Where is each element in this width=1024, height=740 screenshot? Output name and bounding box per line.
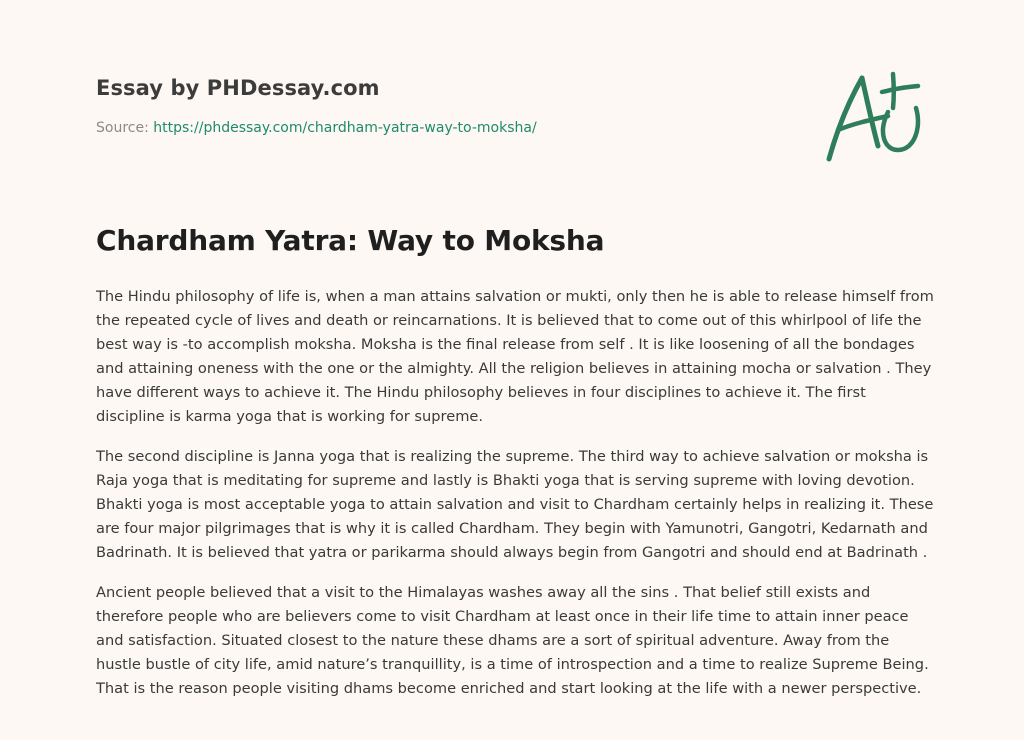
source-line <box>96 120 537 136</box>
source-link[interactable]: https://phdessay.com/chardham-yatra-way-to-moksha/ <box>153 120 537 136</box>
page-header <box>96 76 537 136</box>
article-paragraph: Ancient people believed that a visit to the Himalayas washes away all the sins . That belief still exists and therefore people who are believers come to visit Chardham at least once in their life time to attain inner peace and satisfaction. Situated closest to the nature these dhams are a sort of spiritual adventure. Away from the hustle bustle of city life, amid nature’s tranquillity, is a time of introspection and a time to realize Supreme Being. That is the reason people visiting dhams become enriched and start looking at the life with a newer perspective. <box>96 584 929 697</box>
a-plus-grade-icon <box>822 66 930 166</box>
article-paragraph: The Hindu philosophy of life is, when a man attains salvation or mukti, only then he is able to release himself from the repeated cycle of lives and death or reincarnations. It is believed that to come out of this whirlpool of life the best way is -to accomplish moksha. Moksha is the final release from self . It is like loosening of all the bondages and attaining oneness with the one or the almighty. All the religion believes in attaining mocha or salvation . They have different ways to achieve it. The Hindu philosophy believes in four disciplines to achieve it. The first discipline is karma yoga that is working for supreme. <box>96 288 934 425</box>
page-title: Chardham Yatra: Way to Moksha <box>96 224 605 257</box>
brand-title: Essay by PHDessay.com <box>96 76 380 100</box>
article-paragraph: The second discipline is Janna yoga that is realizing the supreme. The third way to achieve salvation or moksha is Raja yoga that is meditating for supreme and lastly is Bhakti yoga that is serving supreme with loving devotion. Bhakti yoga is most acceptable yoga to attain salvation and visit to Chardham certainly helps in realizing it. These are four major pilgrimages that is why it is called Chardham. They begin with Yamunotri, Gangotri, Kedarnath and Badrinath. It is believed that yatra or parikarma should always begin from Gangotri and should end at Badrinath . <box>96 448 934 561</box>
source-label: Source: <box>96 120 154 136</box>
article-body <box>96 285 938 717</box>
